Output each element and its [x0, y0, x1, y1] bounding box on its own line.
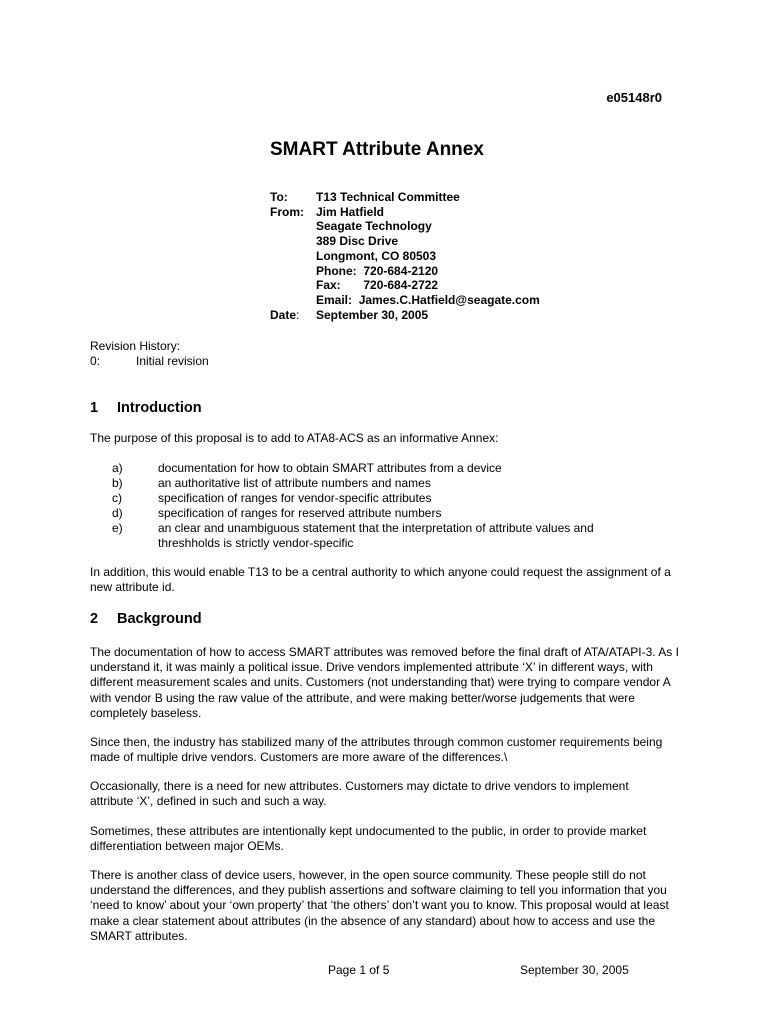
section-number: 2 [90, 611, 99, 627]
revision-entry [90, 354, 209, 369]
date-row: Date: September 30, 2005 [270, 307, 429, 322]
revision-history-title: Revision History: [90, 339, 181, 353]
document-id: e05148r0 [606, 90, 662, 105]
from-street: 389 Disc Drive [316, 234, 399, 249]
fax-value: 720-684-2722 [363, 278, 439, 293]
from-company-row [270, 219, 540, 234]
background-paragraph: Sometimes, these attributes are intentionally kept undocumented to the public, in order to provide market differentiation between major OEMs. [90, 824, 647, 854]
memo-header [270, 190, 540, 322]
section-heading-introduction [90, 399, 202, 417]
list-marker: a) [112, 461, 123, 475]
list-marker: c) [112, 491, 122, 506]
list-marker: b) [112, 476, 123, 491]
list-item [112, 461, 632, 476]
introduction-paragraph: The purpose of this proposal is to add to ATA8-ACS as an informative Annex: [90, 431, 499, 445]
date-label: Date [270, 307, 297, 322]
section-title: Background [117, 611, 202, 627]
from-company: Seagate Technology [316, 219, 432, 234]
list-item [112, 506, 632, 521]
list-item-text: an authoritative list of attribute numbers and names [158, 476, 431, 491]
fax-row [270, 278, 540, 293]
from-city: Longmont, CO 80503 [316, 248, 437, 263]
list-item [112, 491, 632, 506]
background-paragraph: There is another class of device users, however, in the open source community. These people still do not understand the differences, and they publish assertions and software claiming to tell you information that you ‘need to know’ about your ‘own property’ that ‘the others’ don’t want you to know. This proposal would at least make a clear statement about attributes (in the absence of any standard) about how to access and use the SMART attributes. [90, 868, 669, 943]
from-name: Jim Hatfield [316, 204, 385, 219]
revision-text: Initial revision [136, 354, 209, 368]
list-item [112, 521, 632, 551]
email-row [270, 293, 540, 308]
from-city-row [270, 249, 540, 264]
footer-date: September 30, 2005 [520, 963, 629, 977]
from-label: From: [270, 204, 304, 219]
background-paragraph: Since then, the industry has stabilized many of the attributes through common customer requirements being made of multiple drive vendors. Customers are more aware of the differences.\ [90, 735, 663, 765]
section-heading-background [90, 610, 202, 628]
revision-history [90, 339, 209, 369]
proposal-list [112, 461, 632, 552]
section-title: Introduction [117, 400, 202, 416]
document-title: SMART Attribute Annex [270, 139, 484, 160]
list-item [112, 476, 632, 491]
background-paragraph: The documentation of how to access SMART attributes was removed before the final draft of ATA/ATAPI-3. As I understand it, it was mainly a political issue. Drive vendors implemented attribute ‘X’ in different ways, with different measurement scales and units. Customers (not understanding that) were trying to compare vendor A with vendor B using the raw value of the attribute, and were making better/worse judgements that were completely baseless. [90, 645, 679, 720]
list-item-text: documentation for how to obtain SMART attributes from a device [158, 461, 502, 475]
list-marker: d) [112, 506, 123, 521]
from-row [270, 205, 540, 220]
introduction-closing: In addition, this would enable T13 to be a central authority to which anyone could request the assignment of a new attribute id. [90, 565, 671, 595]
list-item-text: an clear and unambiguous statement that the interpretation of attribute values and threshholds is strictly vendor-specific [158, 521, 594, 551]
phone-label: Phone: [316, 263, 357, 278]
section-number: 1 [90, 400, 99, 416]
phone-value: 720-684-2120 [363, 263, 439, 278]
email-value[interactable]: James.C.Hatfield@seagate.com [358, 292, 540, 307]
date-value: September 30, 2005 [316, 307, 429, 322]
list-marker: e) [112, 521, 123, 536]
page-number: Page 1 of 5 [328, 963, 390, 977]
to-row [270, 190, 540, 205]
to-value: T13 Technical Committee [316, 190, 460, 204]
phone-row [270, 264, 540, 279]
from-street-row [270, 234, 540, 249]
background-paragraph: Occasionally, there is a need for new attributes. Customers may dictate to drive vendors to implement attribute ‘X’, defined in such and such a way. [90, 779, 629, 809]
fax-label: Fax: [316, 278, 341, 293]
list-item-text: specification of ranges for reserved attribute numbers [158, 506, 442, 521]
email-label: Email: [316, 292, 353, 307]
revision-number: 0: [90, 354, 101, 368]
to-label: To: [270, 190, 288, 204]
list-item-text: specification of ranges for vendor-specific attributes [158, 491, 432, 506]
